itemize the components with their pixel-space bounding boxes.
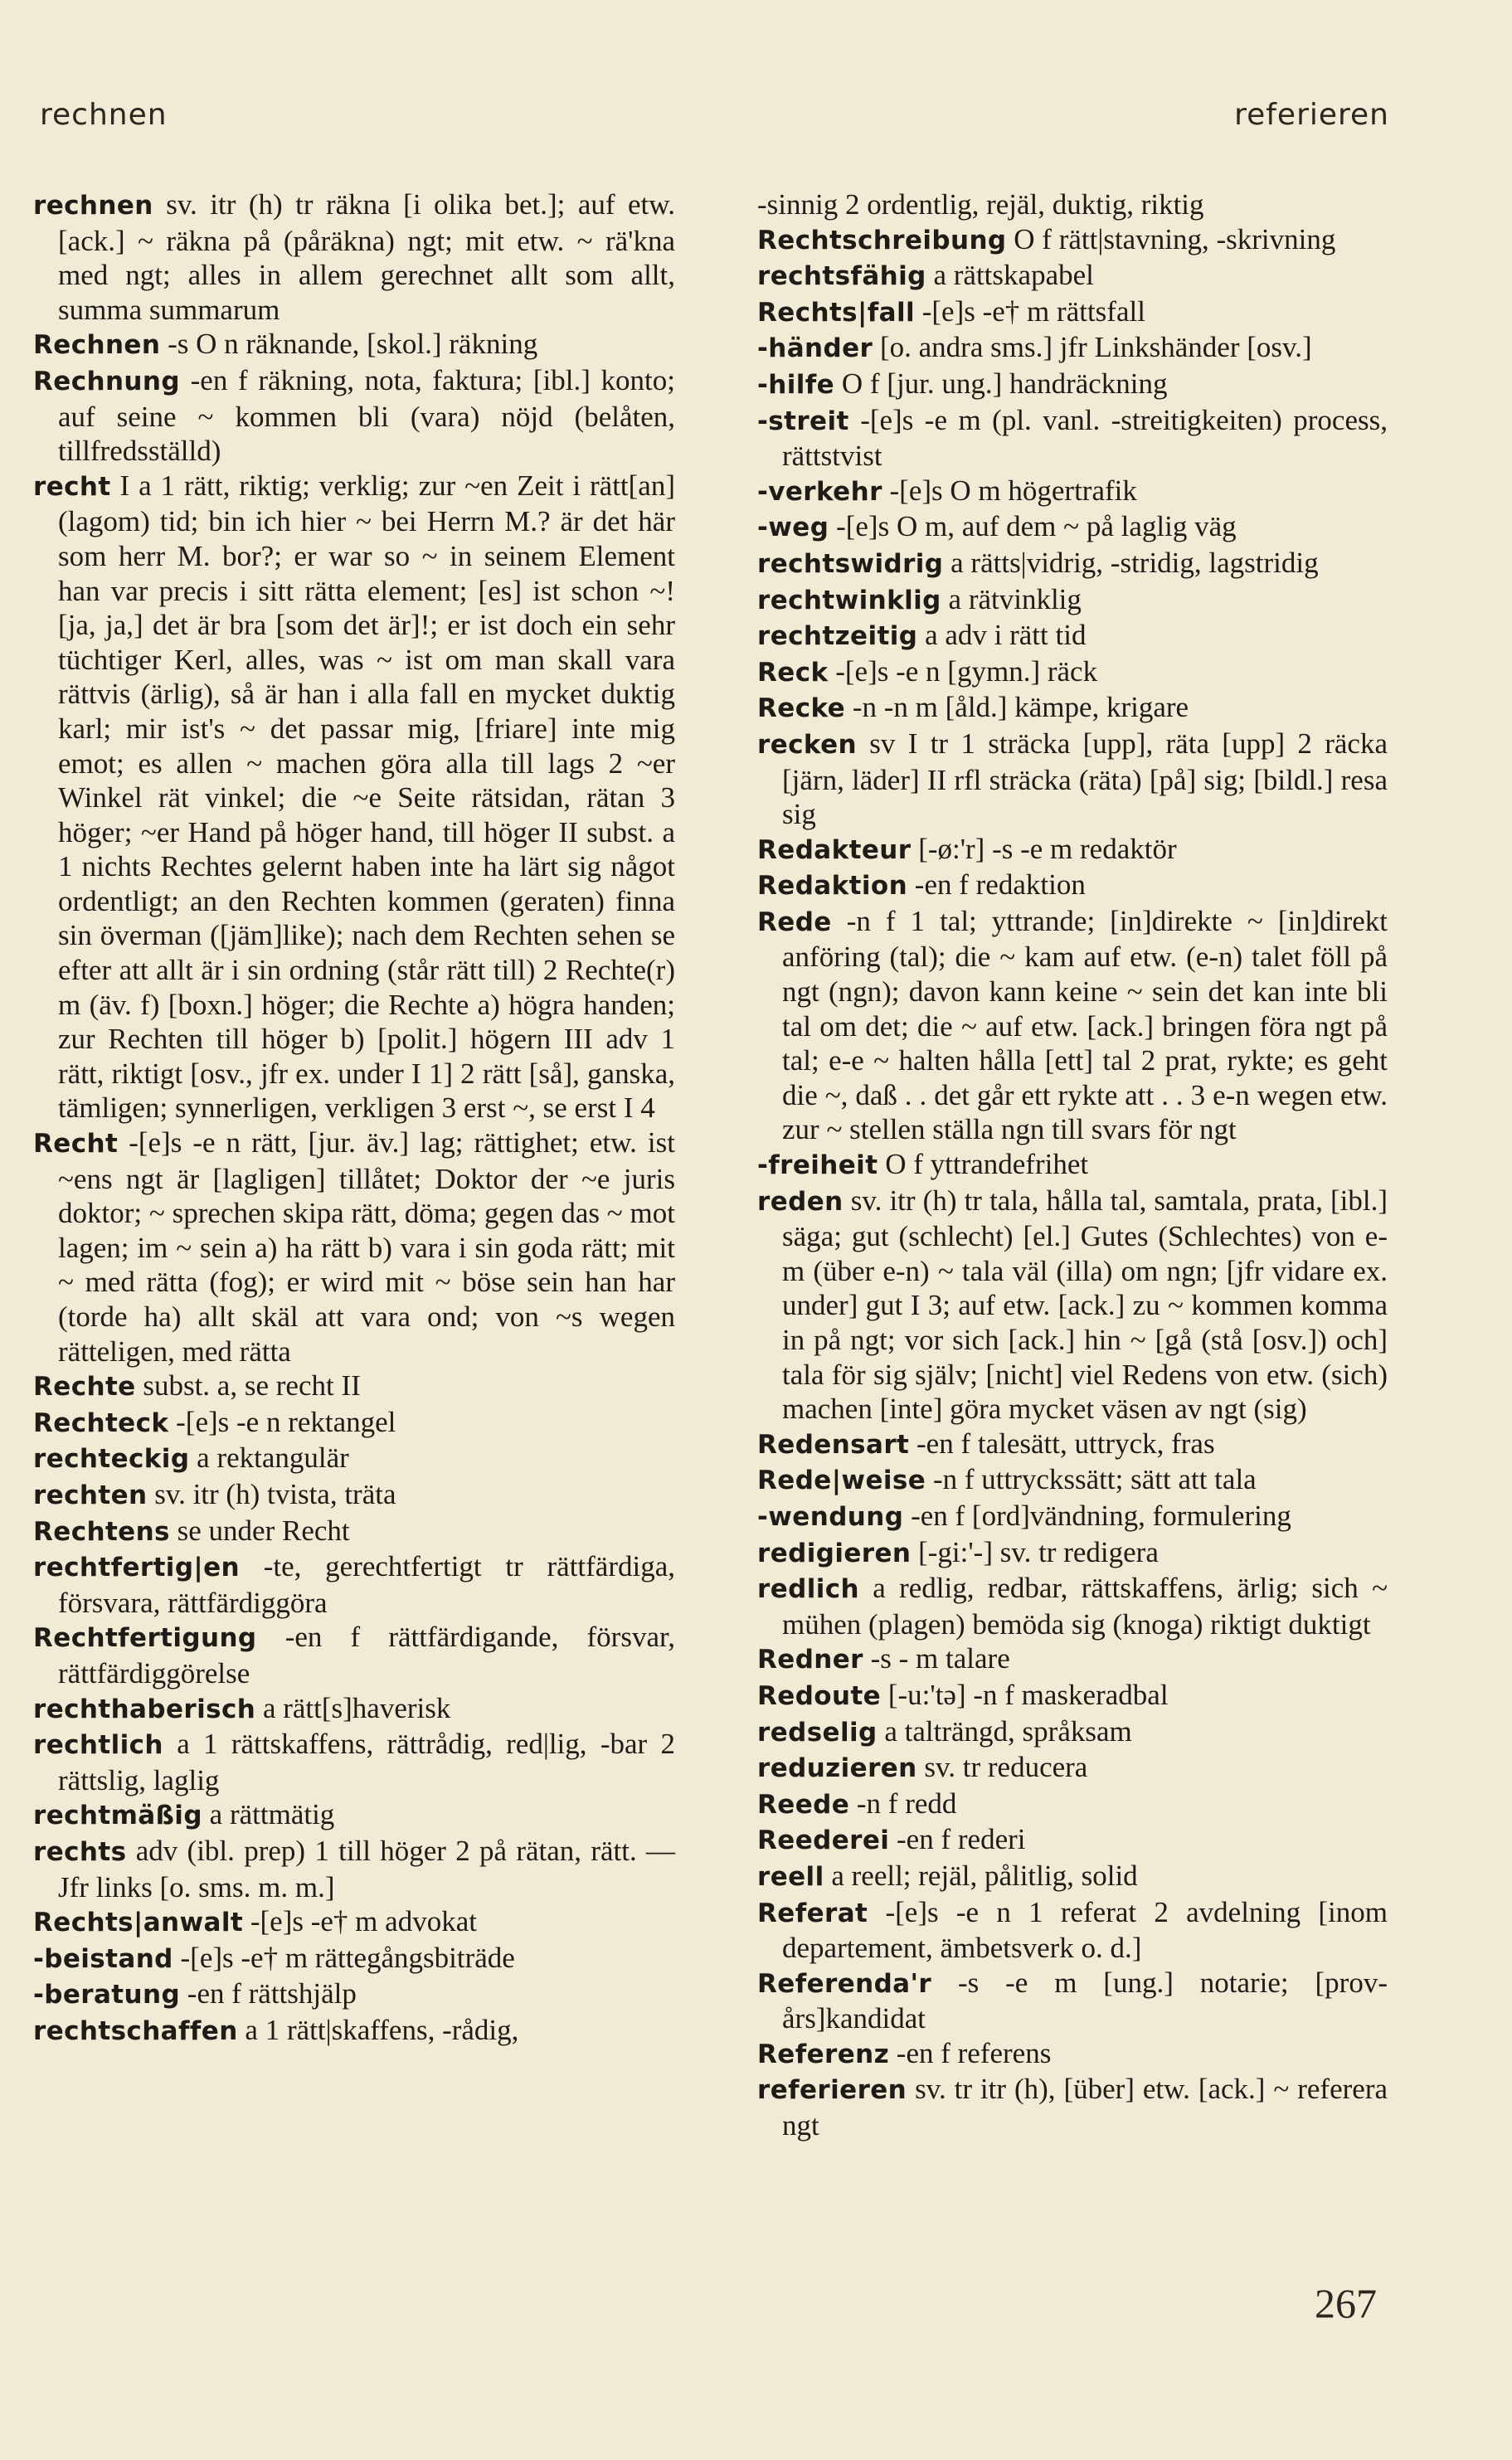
dictionary-entry <box>33 1797 675 1834</box>
dictionary-entry <box>757 1714 1388 1751</box>
entry-definition: -s -e m [ung.] notarie; [prov-års]kandidat <box>782 1966 1388 2035</box>
entry-definition: -en f talesätt, uttryck, fras <box>916 1427 1215 1460</box>
entry-headword: recht <box>33 471 111 502</box>
entry-definition: O f yttrandefrihet <box>885 1148 1089 1181</box>
entry-headword: Rechtfertigung <box>33 1623 257 1654</box>
dictionary-entry <box>757 2072 1388 2142</box>
dictionary-entry <box>33 1514 675 1550</box>
entry-definition: -n -n m [åld.] kämpe, krigare <box>852 691 1189 724</box>
entry-definition: -[e]s -e† m advokat <box>250 1905 477 1938</box>
dictionary-entry <box>33 1441 675 1477</box>
entry-headword: Rechnen <box>33 330 161 361</box>
entry-headword: rechten <box>33 1480 148 1510</box>
entry-definition: a talträngd, språksam <box>884 1714 1132 1748</box>
entry-definition: -en f rättfärdigande, försvar, rättfärdiggörelse <box>58 1621 675 1689</box>
entry-definition: -[e]s -e n 1 referat 2 avdelning [inom departement, ämbetsverk o. d.] <box>782 1895 1388 1965</box>
entry-definition: -en f referens <box>896 2036 1052 2069</box>
entry-headword: Redaktion <box>757 871 908 902</box>
entry-headword: Rechts|fall <box>757 297 915 328</box>
entry-headword: rechtschaffen <box>33 2015 238 2046</box>
entry-headword: rechtwinklig <box>757 585 941 615</box>
dictionary-entry <box>757 1787 1388 1823</box>
entry-headword: redigieren <box>757 1538 912 1568</box>
dictionary-entry <box>757 1859 1388 1895</box>
entry-definition: adv (ibl. prep) 1 till höger 2 på rätan, rätt. — Jfr links [o. sms. m. m.] <box>58 1834 676 1903</box>
dictionary-entry <box>757 582 1388 619</box>
entry-definition: O f [jur. ung.] handräckning <box>841 367 1168 400</box>
entry-headword: Reck <box>757 657 829 688</box>
entry-definition: -sinnig 2 ordentlig, rejäl, duktig, riktig <box>757 188 1204 221</box>
entry-headword: rechnen <box>33 191 153 221</box>
entry-definition: sv. tr reducera <box>924 1751 1088 1784</box>
entry-headword: -hilfe <box>757 369 835 400</box>
entry-definition: a adv i rätt tid <box>925 619 1087 652</box>
entry-headword: recken <box>757 729 857 760</box>
entry-headword: Redensart <box>757 1429 910 1460</box>
entry-definition: -n f uttryckssätt; sätt att tala <box>932 1463 1257 1496</box>
dictionary-entry <box>757 1427 1388 1463</box>
dictionary-entry <box>757 904 1388 1147</box>
entry-headword: Rechts|anwalt <box>33 1908 244 1938</box>
entry-definition: -[e]s -e n rätt, [jur. äv.] lag; rättighet; etw. ist ~ens ngt är [lagligen] tillåtet; Doktor der ~e juris doktor; ~ sprechen skipa rätt, döma; gegen das ~ mot lagen; im ~ sein a) ha rätt b) vara i sin goda rätt; mit ~ med rätta (fog); er wird mit ~ böse sein han har (torde ha) allt skäl att vara ond; von ~s wegen rätteligen, med rätta <box>58 1126 676 1368</box>
entry-definition: -n f redd <box>856 1787 957 1820</box>
dictionary-entry <box>33 1477 675 1514</box>
dictionary-entry <box>757 258 1388 294</box>
dictionary-entry <box>757 2036 1388 2073</box>
dictionary-entry <box>33 1834 675 1904</box>
entry-definition: se under Recht <box>177 1514 350 1547</box>
entry-headword: Referat <box>757 1898 868 1928</box>
dictionary-entry <box>757 330 1388 367</box>
entry-definition: -en f rederi <box>897 1823 1026 1856</box>
entry-definition: -s O n räknande, [skol.] räkning <box>168 328 538 361</box>
dictionary-entry <box>33 1691 675 1728</box>
entry-definition: -[e]s O m högertrafik <box>889 474 1137 507</box>
dictionary-entry <box>757 294 1388 331</box>
entry-headword: Rechtens <box>33 1516 170 1547</box>
dictionary-entry <box>757 618 1388 654</box>
entry-definition: -n f 1 tal; yttrande; [in]direkte ~ [in]direkt anföring (tal); die ~ kam auf etw. (e-n) talet föll på ngt (ngn); davon kann keine ~ sein det kan inte bli tal om det; die ~ auf etw. [ack.] bringen föra ngt på tal; e-e ~ halten hålla [ett] tal 2 prat, rykte; es geht die ~, daß . . det går ett rykte att . . 3 e-n wegen etw. zur ~ stellen ställa ngn till svars för ngt <box>782 904 1388 1146</box>
entry-definition: sv. itr (h) tvista, träta <box>154 1477 396 1510</box>
entry-definition: a 1 rätt|skaffens, -rådig, <box>245 2013 519 2046</box>
entry-headword: -wendung <box>757 1501 904 1532</box>
dictionary-entry <box>757 474 1388 510</box>
dictionary-entry <box>757 727 1388 832</box>
entry-headword: Rede|weise <box>757 1466 926 1496</box>
dictionary-entry <box>757 654 1388 691</box>
dictionary-entry <box>33 1904 675 1941</box>
entry-definition: subst. a, se recht II <box>143 1369 361 1403</box>
entry-definition: [-ø:'r] -s -e m redaktör <box>918 832 1177 865</box>
entry-definition: a rätt[s]haverisk <box>262 1691 451 1724</box>
running-head-right: referieren <box>1234 98 1389 132</box>
entry-headword: -weg <box>757 513 829 543</box>
entry-headword: reell <box>757 1861 824 1892</box>
entry-definition: -[e]s -e† m rättegångsbiträde <box>180 1941 515 1974</box>
entry-headword: rechtzeitig <box>757 621 918 652</box>
dictionary-entry <box>757 832 1388 868</box>
entry-definition: sv. itr (h) tr tala, hålla tal, samtala, prata, [ibl.] säga; gut (schlecht) [el.] Gutes (Schlechtes) von e-m (über e-n) ~ tala väl (illa) om ngn; [jfr vidare ex. under] gut I 3; auf etw. [ack.] zu ~ kommen komma in på ngt; vor sich [ack.] hin ~ [gå (stå [osv.]) och] tala för sig själv; [nicht] viel Redens von etw. (sich) machen [inte] göra mycket väsen av ngt (sig) <box>782 1184 1388 1426</box>
entry-definition: [-gi:'-] sv. tr redigera <box>918 1535 1159 1568</box>
dictionary-entry <box>757 1641 1388 1678</box>
entry-headword: rechts <box>33 1836 127 1867</box>
entry-definition: -s - m talare <box>870 1642 1010 1675</box>
entry-headword: Rechte <box>33 1372 136 1403</box>
dictionary-entry <box>33 363 675 469</box>
entry-headword: Recht <box>33 1129 119 1160</box>
dictionary-entry <box>757 403 1388 474</box>
dictionary-entry <box>757 187 1388 222</box>
entry-headword: reden <box>757 1186 844 1217</box>
dictionary-entry <box>33 327 675 363</box>
entry-definition: [o. andra sms.] jfr Linkshänder [osv.] <box>879 331 1312 364</box>
entry-definition: -en f rättshjälp <box>187 1977 357 2010</box>
entry-headword: rechtlich <box>33 1730 163 1761</box>
entry-headword: Rechtschreibung <box>757 225 1007 255</box>
dictionary-entry <box>757 367 1388 403</box>
dictionary-entry <box>757 1750 1388 1787</box>
entry-definition: a 1 rättskaffens, rättrådig, red|lig, -bar 2 rättslig, laglig <box>58 1728 675 1796</box>
entry-headword: Redakteur <box>757 834 912 865</box>
dictionary-entry <box>757 1499 1388 1535</box>
entry-headword: -freiheit <box>757 1150 878 1181</box>
entry-headword: redselig <box>757 1717 878 1748</box>
entry-headword: -beistand <box>33 1943 173 1974</box>
entry-definition: a rätvinklig <box>948 582 1082 615</box>
entry-headword: rechtswidrig <box>757 548 944 579</box>
dictionary-entry <box>757 1571 1388 1641</box>
entry-headword: -streit <box>757 406 849 436</box>
dictionary-entry <box>757 509 1388 546</box>
entry-headword: rechtmäßig <box>33 1801 202 1831</box>
entry-headword: referieren <box>757 2075 907 2106</box>
entry-headword: -beratung <box>33 1980 181 2010</box>
entry-headword: rechtfertig|en <box>33 1553 241 1583</box>
entry-definition: a redlig, redbar, rättskaffens, ärlig; sich ~ mühen (plagen) bemöda sig (knoga) riktigt duktigt <box>782 1572 1388 1641</box>
entry-headword: -händer <box>757 333 873 364</box>
entry-headword: rechthaberisch <box>33 1694 256 1724</box>
dictionary-entry <box>757 1678 1388 1714</box>
dictionary-entry <box>757 1895 1388 1966</box>
dictionary-entry <box>757 1535 1388 1572</box>
entry-headword: Referenda'r <box>757 1968 932 1999</box>
dictionary-entry <box>33 1125 675 1369</box>
entry-definition: a rektangulär <box>197 1441 349 1475</box>
entry-definition: [-u:'tə] -n f maskeradbal <box>887 1678 1169 1711</box>
dictionary-entry <box>33 1549 675 1620</box>
entry-definition: -[e]s -e n [gymn.] räck <box>835 654 1098 688</box>
entry-headword: Reede <box>757 1789 850 1820</box>
running-head-left: rechnen <box>40 98 168 132</box>
dictionary-entry <box>33 2013 675 2049</box>
entry-definition: -[e]s O m, auf dem ~ på laglig väg <box>836 510 1237 543</box>
entry-definition: a rättskapabel <box>933 259 1094 292</box>
dictionary-entry <box>757 1966 1388 2036</box>
entry-headword: Recke <box>757 693 846 724</box>
entry-headword: Rechnung <box>33 366 180 396</box>
dictionary-entry <box>757 690 1388 727</box>
dictionary-entry <box>757 868 1388 904</box>
entry-headword: reduzieren <box>757 1753 917 1784</box>
entry-definition: sv I tr 1 sträcka [upp], räta [upp] 2 räcka [järn, läder] II rfl sträcka (räta) [på] sig; [bildl.] resa sig <box>782 727 1388 831</box>
entry-definition: -[e]s -e m (pl. vanl. -streitigkeiten) process, rättstvist <box>782 403 1388 473</box>
page-number: 267 <box>1315 2280 1377 2326</box>
right-column <box>757 187 1388 2143</box>
entry-definition: sv. itr (h) tr räkna [i olika bet.]; auf etw. [ack.] ~ räkna på (påräkna) ngt; mit etw. ~ rä'kna med ngt; alles in allem gerechnet allt som allt, summa summarum <box>58 188 675 326</box>
dictionary-entry <box>757 222 1388 259</box>
entry-definition: sv. tr itr (h), [über] etw. [ack.] ~ referera ngt <box>782 2073 1388 2142</box>
dictionary-entry <box>33 187 675 327</box>
entry-headword: Reederei <box>757 1826 890 1856</box>
entry-headword: rechtsfähig <box>757 261 926 292</box>
entry-definition: a reell; rejäl, pålitlig, solid <box>831 1859 1138 1892</box>
entry-definition: a rätts|vidrig, -stridig, lagstridig <box>950 546 1319 579</box>
entry-definition: -en f räkning, nota, faktura; [ibl.] konto; auf seine ~ kommen bli (vara) nöjd (belåten, tillfredsställd) <box>58 363 676 468</box>
entry-definition: O f rätt|stavning, -skrivning <box>1014 222 1336 255</box>
entry-definition: -en f redaktion <box>914 868 1086 902</box>
entry-headword: rechteckig <box>33 1444 190 1475</box>
entry-headword: Redoute <box>757 1680 882 1711</box>
dictionary-entry <box>757 1822 1388 1859</box>
dictionary-entry <box>33 1941 675 1977</box>
entry-headword: redlich <box>757 1574 860 1605</box>
entry-definition: -en f [ord]vändning, formulering <box>911 1499 1291 1532</box>
dictionary-entry <box>33 469 675 1125</box>
left-column <box>33 187 675 2049</box>
entry-definition: -[e]s -e† m rättsfall <box>921 294 1145 328</box>
dictionary-entry <box>757 1462 1388 1499</box>
entry-headword: Rechteck <box>33 1407 169 1438</box>
entry-definition: -te, gerechtfertigt tr rättfärdiga, försvara, rättfärdiggöra <box>58 1550 675 1619</box>
entry-headword: Redner <box>757 1645 863 1675</box>
dictionary-entry <box>33 1369 675 1405</box>
entry-headword: -verkehr <box>757 476 882 507</box>
dictionary-entry <box>757 1184 1388 1427</box>
dictionary-entry <box>33 1727 675 1797</box>
dictionary-entry <box>33 1620 675 1690</box>
dictionary-entry <box>33 1976 675 2013</box>
entry-headword: Referenz <box>757 2039 890 2069</box>
entry-definition: -[e]s -e n rektangel <box>176 1405 396 1438</box>
dictionary-entry <box>757 546 1388 582</box>
entry-headword: Rede <box>757 907 832 937</box>
entry-definition: I a 1 rätt, riktig; verklig; zur ~en Zeit i rätt[an] (lagom) tid; bin ich hier ~ bei Herrn M.? är det här som herr M. bor?; er war so ~ in seinem Element han var precis i sitt rätta element; [es] ist schon ~! [ja, ja,] det är bra [som det är]!; er ist doch ein sehr tüchtiger Kerl, alles, was ~ ist om man skall vara rättvis (ärlig), så är han i alla fall en mycket duktig karl; mir ist's ~ det passar mig, [friare] inte mig emot; es allen ~ machen göra alla till lags 2 ~er Winkel rät vinkel; die ~e Seite rätsidan, rätan 3 höger; ~er Hand på höger hand, till höger II subst. a 1 nichts Rechtes gelernt haben inte ha lärt sig något ordentligt; an den Rechten kommen (geraten) finna sin överman ([jäm]like); nach dem Rechten sehen se efter att allt är i sin ordning (står rätt till) 2 Rechte(r) m (äv. f) [boxn.] höger; die Rechte a) högra handen; zur Rechten till höger b) [polit.] högern III adv 1 rätt, riktigt [osv., jfr ex. under I 1] 2 rätt [så], ganska, tämligen; synnerligen, verkligen 3 erst ~, se erst I 4 <box>58 469 675 1125</box>
dictionary-entry <box>757 1147 1388 1184</box>
dictionary-entry <box>33 1405 675 1441</box>
entry-definition: a rättmätig <box>209 1798 335 1831</box>
